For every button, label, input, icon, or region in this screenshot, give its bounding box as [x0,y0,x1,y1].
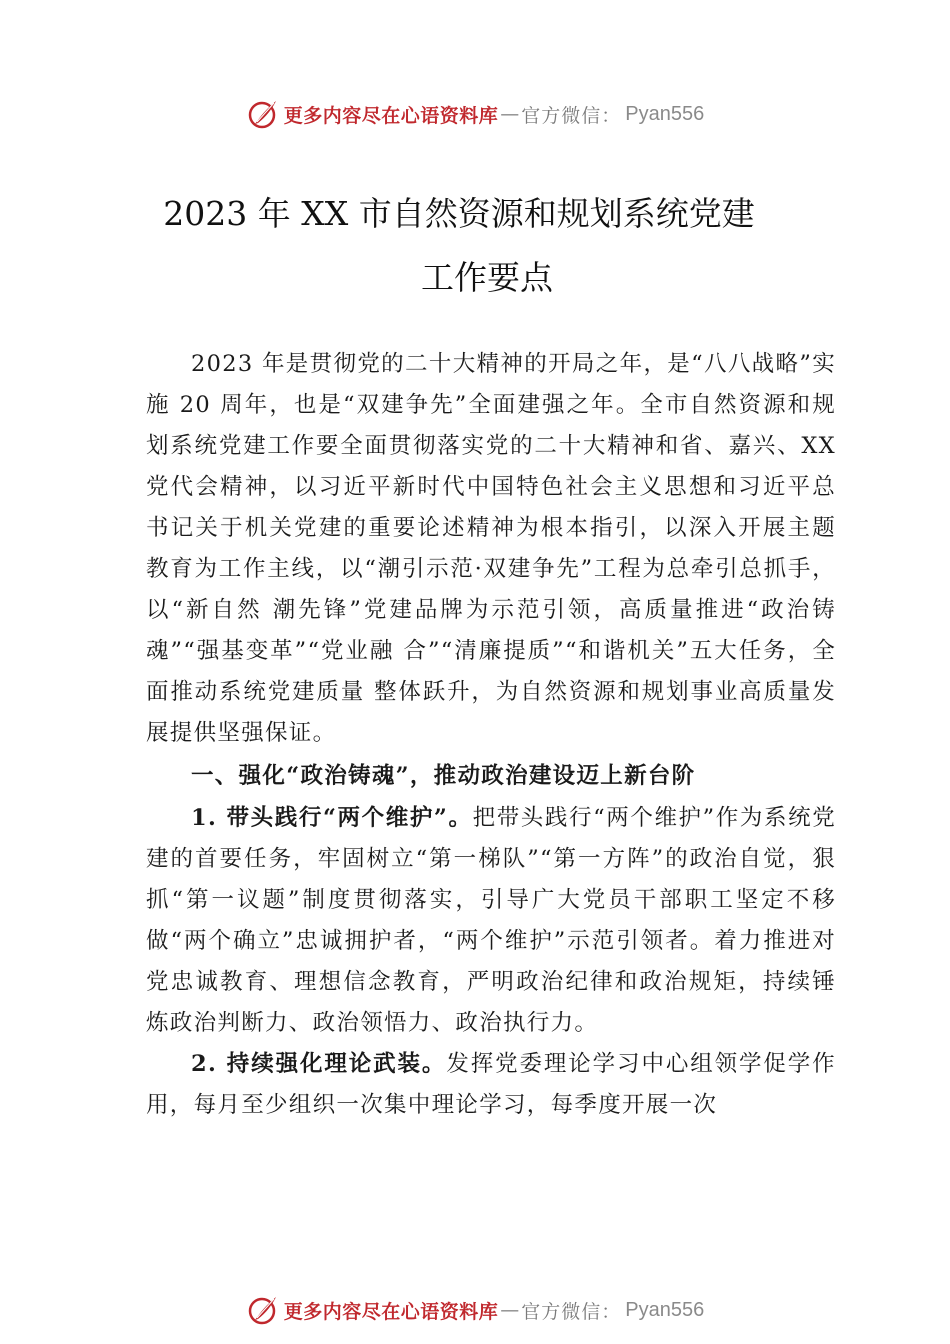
banner-dash: — [500,1299,520,1321]
banner-dash: — [500,103,520,125]
wechat-label: 官方微信： [521,1300,622,1323]
wechat-id: Pyan556 [625,102,705,125]
quill-seal-icon [246,97,280,131]
item-1-lead: 1. 带头践行“两个维护”。 [191,805,473,831]
wechat-label: 官方微信： [521,104,622,127]
section-1-heading: 一、强化“政治铸魂”，推动政治建设迈上新台阶 [191,763,696,789]
title-line-2: 工作要点 [421,258,553,297]
item-2-lead: 2. 持续强化理论武装。 [191,1051,447,1077]
item-1-body: 把带头践行“两个维护”作为系统党建的首要任务，牢固树立“第一梯队”“第一方阵”的政治自觉，狠抓“第一议题”制度贯彻落实，引导广大党员干部职工坚定不移做“两个确立”忠诚拥护者，“两个维护”示范引领者。着力推进对党忠诚教育、理想信念教育，严明政治纪律和政治规矩，持续锤炼政治判断力、政治领悟力、政治执行力。 [146,805,837,1036]
wechat-id: Pyan556 [625,1298,705,1321]
item-2-body: 发挥党委理论学习中心组领学促学作用，每月至少组织一次集中理论学习，每季度开展一次 [146,1051,836,1118]
document-body [146,344,836,1126]
document-title [0,182,918,310]
library-name: 更多内容尽在心语资料库 [283,104,499,127]
item-1-paragraph [146,798,836,1044]
header-banner [0,94,950,134]
footer-banner [0,1290,950,1330]
item-2-paragraph [146,1044,836,1126]
library-name: 更多内容尽在心语资料库 [283,1300,499,1323]
intro-paragraph: 2023 年是贯彻党的二十大精神的开局之年，是“八八战略”实施 20 周年，也是“双建争先”全面建强之年。全市自然资源和规划系统党建工作要全面贯彻落实党的二十大精神和省、嘉兴、XX 党代会精神，以习近平新时代中国特色社会主义思想和习近平总书记关于机关党建的重要论述精神为根本指引，以深入开展主题教育为工作主线，以“潮引示范·双建争先”工程为总牵引总抓手，以“新自然 潮先锋”党建品牌为示范引领，高质量推进“政治铸魂”“强基变革”“党业融 合”“清廉提质”“和谐机关”五大任务，全面推动系统党建质量 整体跃升，为自然资源和规划事业高质量发展提供坚强保证。 [146,351,836,746]
quill-seal-icon [246,1293,280,1327]
title-line-1: 2023 年 XX 市自然资源和规划系统党建 [163,194,755,233]
